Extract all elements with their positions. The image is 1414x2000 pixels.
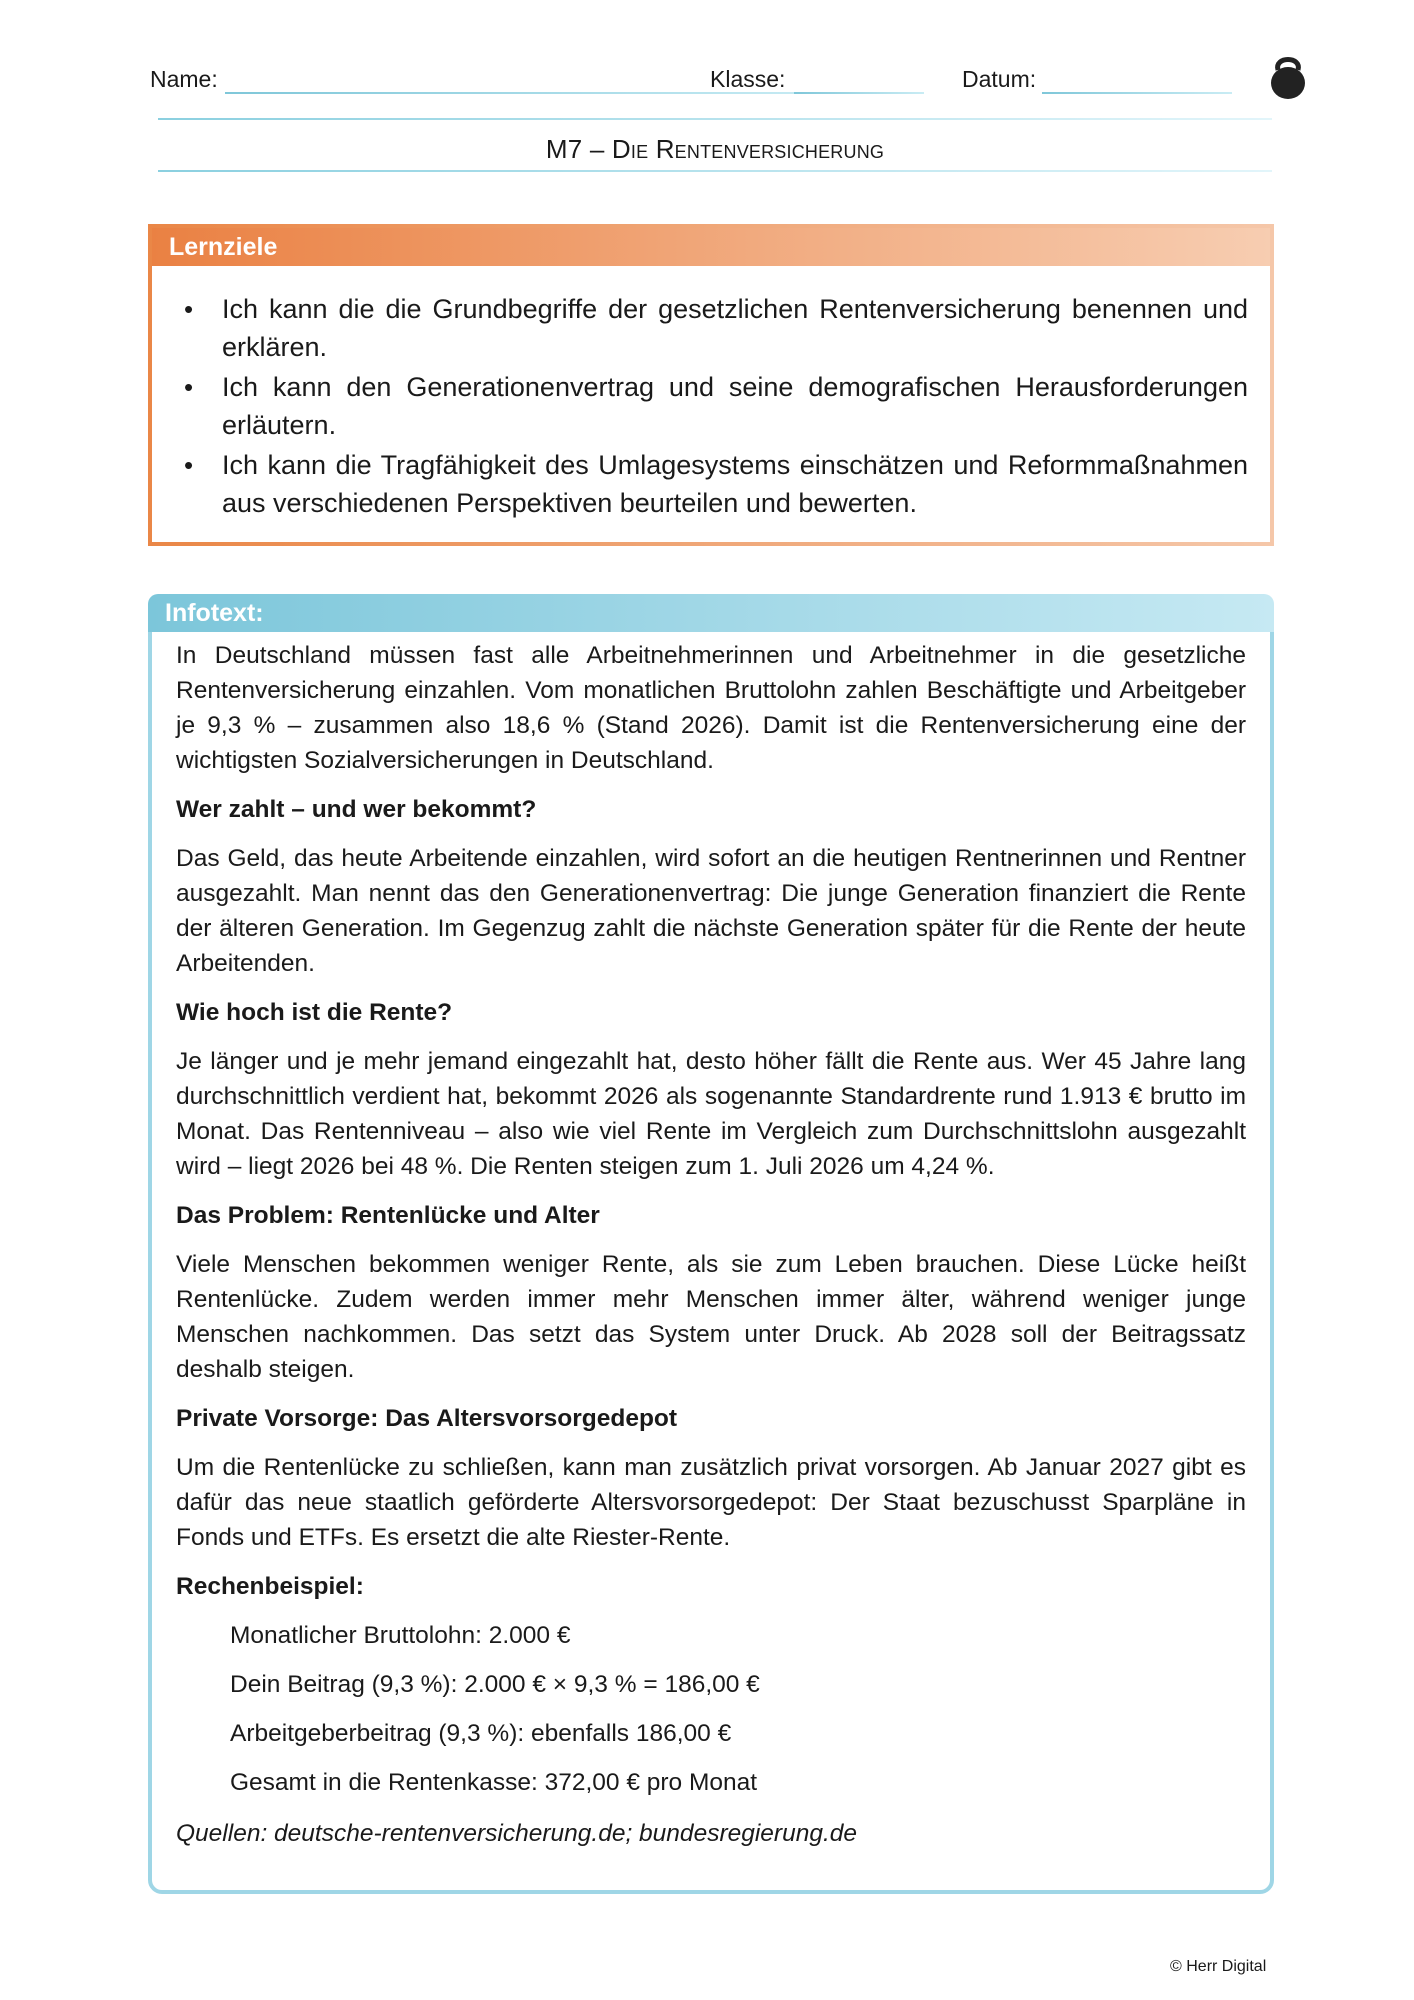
title-rule-top (158, 118, 1272, 120)
date-label: Datum: (962, 66, 1037, 92)
section-text: Je länger und je mehr jemand eingezahlt hat, desto höher fällt die Rente aus. Wer 45 Jahre lang durchschnittlich verdient hat, bekommt 2026 als sogenannte Standardrente rund 1.913 € brutto im Monat. Das Rentenniveau – also wie viel Rente im Vergleich zum Durchschnittslohn ausgezahlt wird – liegt 2026 bei 48 %. Die Renten steigen zum 1. Juli 2026 um 4,24 %. (176, 1048, 1246, 1180)
calc-example (176, 1618, 1246, 1800)
infotext-heading: Infotext: (148, 594, 1274, 632)
lernziele-heading: Lernziele (152, 228, 1270, 266)
section-heading: Private Vorsorge: Das Altersvorsorgedepot (176, 1405, 678, 1432)
infotext-box (148, 594, 1274, 1894)
lernziele-box (148, 224, 1274, 546)
goal-item: • Ich kann den Generationenvertrag und seine demografischen Herausforderungen erläutern. (152, 368, 1270, 444)
page-title: M7 – Die Rentenversicherung (545, 134, 885, 164)
worksheet-header (150, 66, 1310, 106)
section-text: Viele Menschen bekommen weniger Rente, als sie zum Leben brauchen. Diese Lücke heißt Rentenlücke. Zudem werden immer mehr Menschen immer älter, während weniger junge Menschen nachkommen. Das setzt das System unter Druck. Ab 2028 soll der Beitragssatz deshalb steigen. (176, 1251, 1246, 1383)
calc-line: Dein Beitrag (9,3 %): 2.000 € × 9,3 % = 186,00 € (230, 1671, 760, 1698)
calc-heading: Rechenbeispiel: (176, 1573, 364, 1600)
name-label: Name: (150, 66, 218, 92)
goal-item: • Ich kann die die Grundbegriffe der gesetzlichen Rentenversicherung benennen und erklären. (152, 290, 1270, 366)
section-heading: Das Problem: Rentenlücke und Alter (176, 1202, 600, 1229)
goal-item: • Ich kann die Tragfähigkeit des Umlagesystems einschätzen und Reformmaßnahmen aus verschiedenen Perspektiven beurteilen und bewerten. (152, 446, 1270, 522)
section-heading: Wer zahlt – und wer bekommt? (176, 796, 537, 823)
section-text: Das Geld, das heute Arbeitende einzahlen, wird sofort an die heutigen Rentnerinnen und Rentner ausgezahlt. Man nennt das den Generationenvertrag: Die junge Generation finanziert die Rente der älteren Generation. Im Gegenzug zahlt die nächste Generation später für die Rente der heute Arbeitenden. (176, 845, 1246, 977)
calc-line: Monatlicher Bruttolohn: 2.000 € (230, 1622, 571, 1649)
section-heading: Wie hoch ist die Rente? (176, 999, 453, 1026)
date-field[interactable] (1042, 92, 1232, 94)
class-label: Klasse: (710, 66, 786, 92)
section-text: Um die Rentenlücke zu schließen, kann man zusätzlich privat vorsorgen. Ab Januar 2027 gibt es dafür das neue staatlich geförderte Altersvorsorgedepot: Der Staat bezuschusst Sparpläne in Fonds und ETFs. Es ersetzt die alte Riester-Rente. (176, 1454, 1246, 1551)
intro-paragraph: In Deutschland müssen fast alle Arbeitnehmerinnen und Arbeitnehmer in die gesetzliche Rentenversicherung einzahlen. Vom monatlichen Bruttolohn zahlen Beschäftigte und Arbeitgeber je 9,3 % – zusammen also 18,6 % (Stand 2026). Damit ist die Rentenversicherung eine der wichtigsten Sozialversicherungen in Deutschland. (176, 642, 1246, 774)
copyright: © Herr Digital (1170, 1958, 1267, 1975)
goal-list (152, 290, 1270, 522)
sources: Quellen: deutsche-rentenversicherung.de; bundesregierung.de (176, 1820, 858, 1847)
calc-line: Arbeitgeberbeitrag (9,3 %): ebenfalls 186,00 € (230, 1720, 732, 1747)
title-rule-bottom (158, 170, 1272, 172)
calc-line: Gesamt in die Rentenkasse: 372,00 € pro Monat (230, 1769, 758, 1796)
class-field[interactable] (794, 92, 924, 94)
kettlebell-icon (1268, 52, 1308, 100)
